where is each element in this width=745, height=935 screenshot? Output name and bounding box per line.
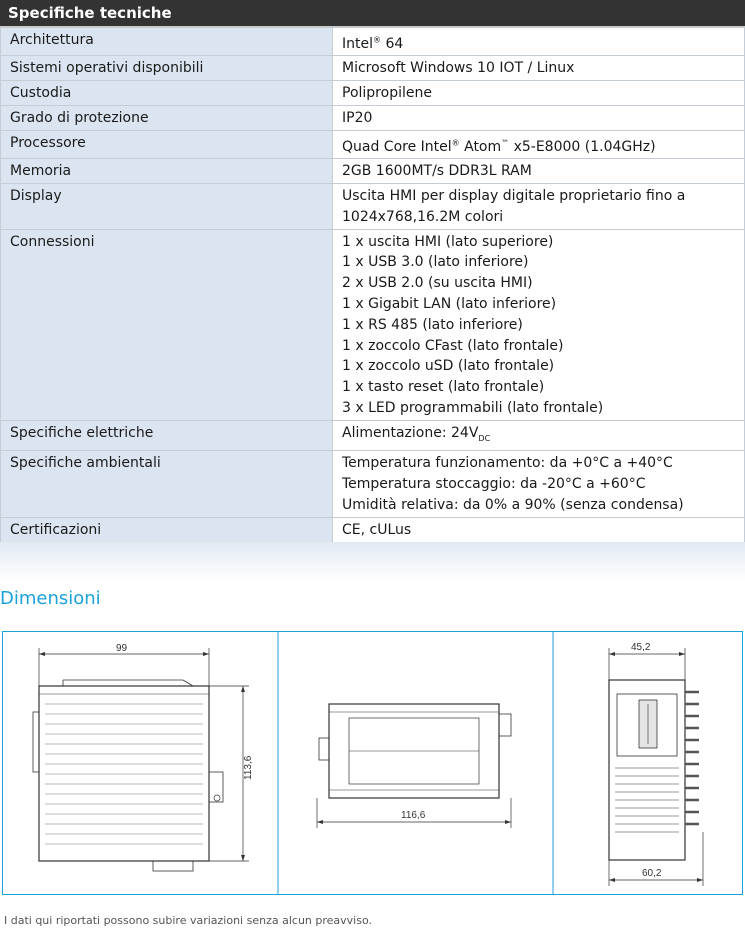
value-line: Temperatura funzionamento: da +0°C a +40°C [342, 455, 673, 472]
spec-value: Microsoft Windows 10 IOT / Linux [333, 56, 745, 81]
dim-label-side-width: 99 [116, 643, 128, 654]
value-line: 1024x768,16.2M colori [342, 208, 504, 225]
spec-label: Specifiche ambientali [1, 451, 333, 517]
dim-label-front-top: 45,2 [631, 642, 651, 653]
spec-label: Memoria [1, 159, 333, 184]
value-line: Umidità relativa: da 0% a 90% (senza condensa) [342, 497, 684, 514]
table-row [1, 28, 745, 56]
spec-value [333, 130, 745, 158]
dim-label-front-bottom: 60,2 [642, 868, 662, 879]
spec-label: Architettura [1, 28, 333, 56]
section-title: Specifiche tecniche [8, 4, 172, 22]
spec-label: Connessioni [1, 229, 333, 420]
table-row [1, 159, 745, 184]
spec-value [333, 28, 745, 56]
spec-value [333, 451, 745, 517]
table-row [1, 106, 745, 131]
section-header [0, 0, 745, 27]
value-line: 1 x zoccolo CFast (lato frontale) [342, 337, 564, 354]
spec-label: Processore [1, 130, 333, 158]
table-row [1, 517, 745, 542]
value-line: 1 x Gigabit LAN (lato inferiore) [342, 296, 557, 313]
spec-value: CE, cULus [333, 517, 745, 542]
voltage-subscript: DC [478, 433, 491, 443]
spec-label: Sistemi operativi disponibili [1, 56, 333, 81]
spec-value: 2GB 1600MT/s DDR3L RAM [333, 159, 745, 184]
dimension-drawings [2, 631, 743, 895]
spec-value: IP20 [333, 106, 745, 131]
value-line: 1 x USB 3.0 (lato inferiore) [342, 254, 529, 271]
table-row [1, 81, 745, 106]
spec-value [333, 420, 745, 451]
dim-label-height: 113,6 [243, 755, 254, 780]
table-row [1, 130, 745, 158]
value-line: Alimentazione: 24V [342, 424, 479, 441]
value-line: Temperatura stoccaggio: da -20°C a +60°C [342, 476, 646, 493]
value-line: Intel® 64 [342, 35, 404, 52]
spec-label: Grado di protezione [1, 106, 333, 131]
top-view-drawing [317, 704, 511, 828]
section-divider-band [0, 542, 745, 582]
spec-label: Certificazioni [1, 517, 333, 542]
dimensions-title: Dimensioni [0, 588, 101, 609]
spec-value [333, 184, 745, 230]
spec-value [333, 229, 745, 420]
table-row [1, 451, 745, 517]
value-line: Uscita HMI per display digitale proprietario fino a [342, 188, 686, 205]
dim-label-top-width: 116,6 [401, 810, 426, 821]
spec-label: Display [1, 184, 333, 230]
spec-table [0, 27, 745, 543]
value-line: 1 x tasto reset (lato frontale) [342, 379, 545, 396]
value-line: 1 x RS 485 (lato inferiore) [342, 316, 523, 333]
side-view-drawing [33, 643, 254, 871]
value-line: 1 x uscita HMI (lato superiore) [342, 233, 554, 250]
value-line: 1 x zoccolo uSD (lato frontale) [342, 358, 555, 375]
trademark-mark: ® [373, 35, 381, 44]
disclaimer-text: I dati qui riportati possono subire variazioni senza alcun preavviso. [4, 914, 372, 927]
trademark-mark: ™ [501, 137, 510, 147]
spec-value: Polipropilene [333, 81, 745, 106]
spec-label: Custodia [1, 81, 333, 106]
table-row [1, 229, 745, 420]
value-line: Quad Core Intel® Atom™ x5-E8000 (1.04GHz) [342, 137, 656, 155]
value-line: 3 x LED programmabili (lato frontale) [342, 400, 604, 417]
table-row [1, 420, 745, 451]
trademark-mark: ® [451, 137, 460, 147]
table-row [1, 56, 745, 81]
value-line: 2 x USB 2.0 (su uscita HMI) [342, 275, 533, 292]
spec-label: Specifiche elettriche [1, 420, 333, 451]
table-row [1, 184, 745, 230]
front-view-drawing [609, 642, 703, 886]
